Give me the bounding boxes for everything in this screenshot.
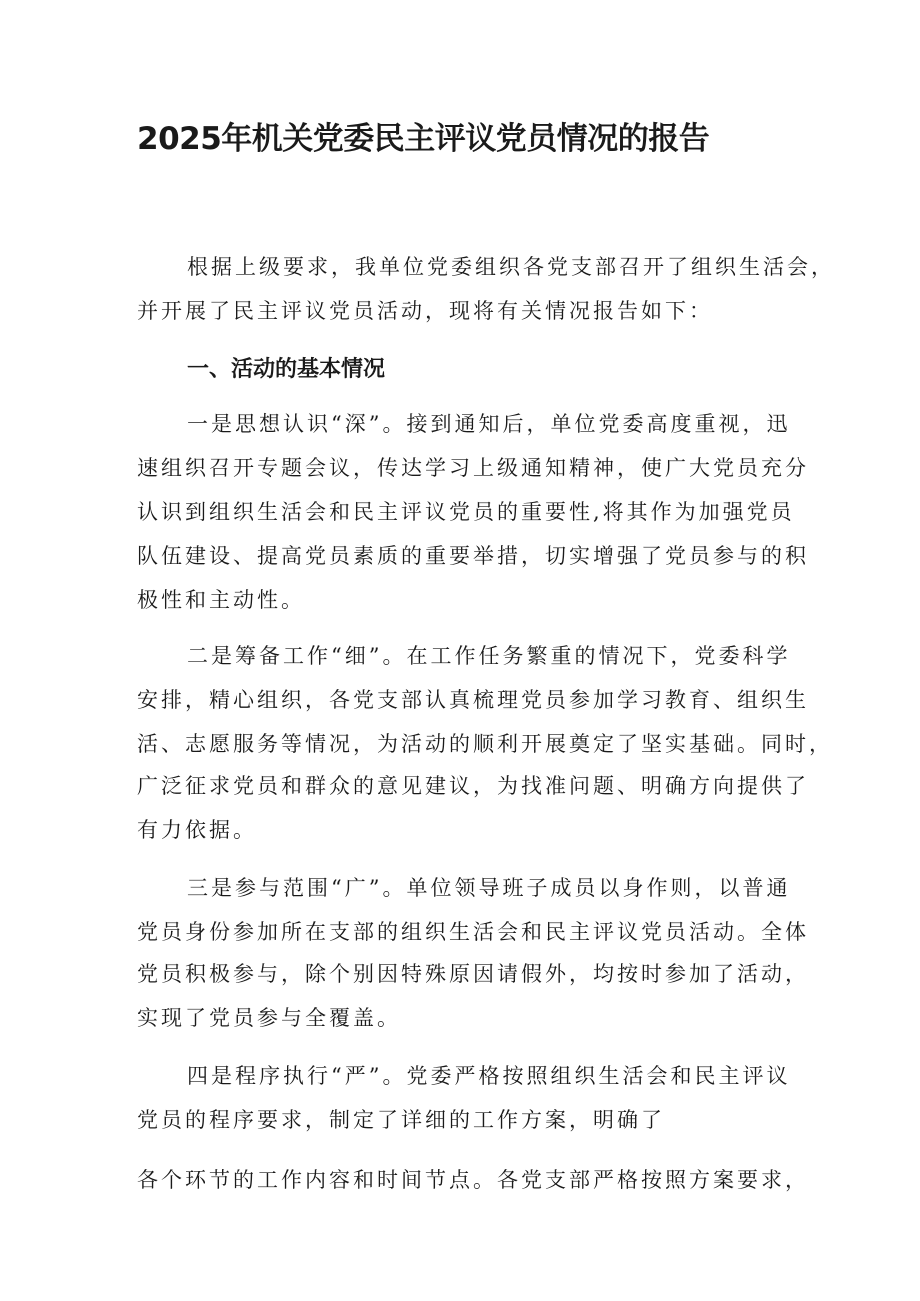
paragraph-line: 认识到组织生活会和民主评议党员的重要性,将其作为加强党员: [137, 500, 795, 524]
paragraph-line: 极性和主动性。: [137, 588, 305, 612]
paragraph-line: 根据上级要求，我单位党委组织各党支部召开了组织生活会，: [187, 255, 835, 279]
paragraph-line: 队伍建设、提高党员素质的重要举措，切实增强了党员参与的积: [137, 544, 809, 568]
paragraph-line: 实现了党员参与全覆盖。: [137, 1006, 401, 1030]
paragraph-line: 二是筹备工作“细”。在工作任务繁重的情况下，党委科学: [187, 644, 791, 668]
paragraph-line: 一是思想认识“深”。接到通知后，单位党委高度重视，迅: [187, 412, 791, 436]
document-title: 2025年机关党委民主评议党员情况的报告: [137, 121, 710, 157]
paragraph-line: 党员身份参加所在支部的组织生活会和民主评议党员活动。全体: [137, 920, 809, 944]
paragraph-line: 各个环节的工作内容和时间节点。各党支部严格按照方案要求，: [137, 1168, 809, 1192]
paragraph-line: 广泛征求党员和群众的意见建议，为找准问题、明确方向提供了: [137, 774, 809, 798]
paragraph-line: 党员的程序要求，制定了详细的工作方案，明确了: [137, 1108, 665, 1132]
paragraph-line: 有力依据。: [137, 818, 257, 842]
paragraph-line: 速组织召开专题会议，传达学习上级通知精神，使广大党员充分: [137, 456, 809, 480]
paragraph-line: 党员积极参与，除个别因特殊原因请假外，均按时参加了活动，: [137, 962, 809, 986]
paragraph-line: 四是程序执行“严”。党委严格按照组织生活会和民主评议: [187, 1064, 791, 1088]
paragraph-line: 三是参与范围“广”。单位领导班子成员以身作则，以普通: [187, 876, 791, 900]
paragraph-line: 活、志愿服务等情况，为活动的顺利开展奠定了坚实基础。同时，: [137, 732, 833, 756]
paragraph-line: 安排，精心组织，各党支部认真梳理党员参加学习教育、组织生: [137, 688, 809, 712]
section-heading: 一、活动的基本情况: [187, 357, 386, 382]
paragraph-line: 并开展了民主评议党员活动，现将有关情况报告如下：: [137, 299, 713, 323]
